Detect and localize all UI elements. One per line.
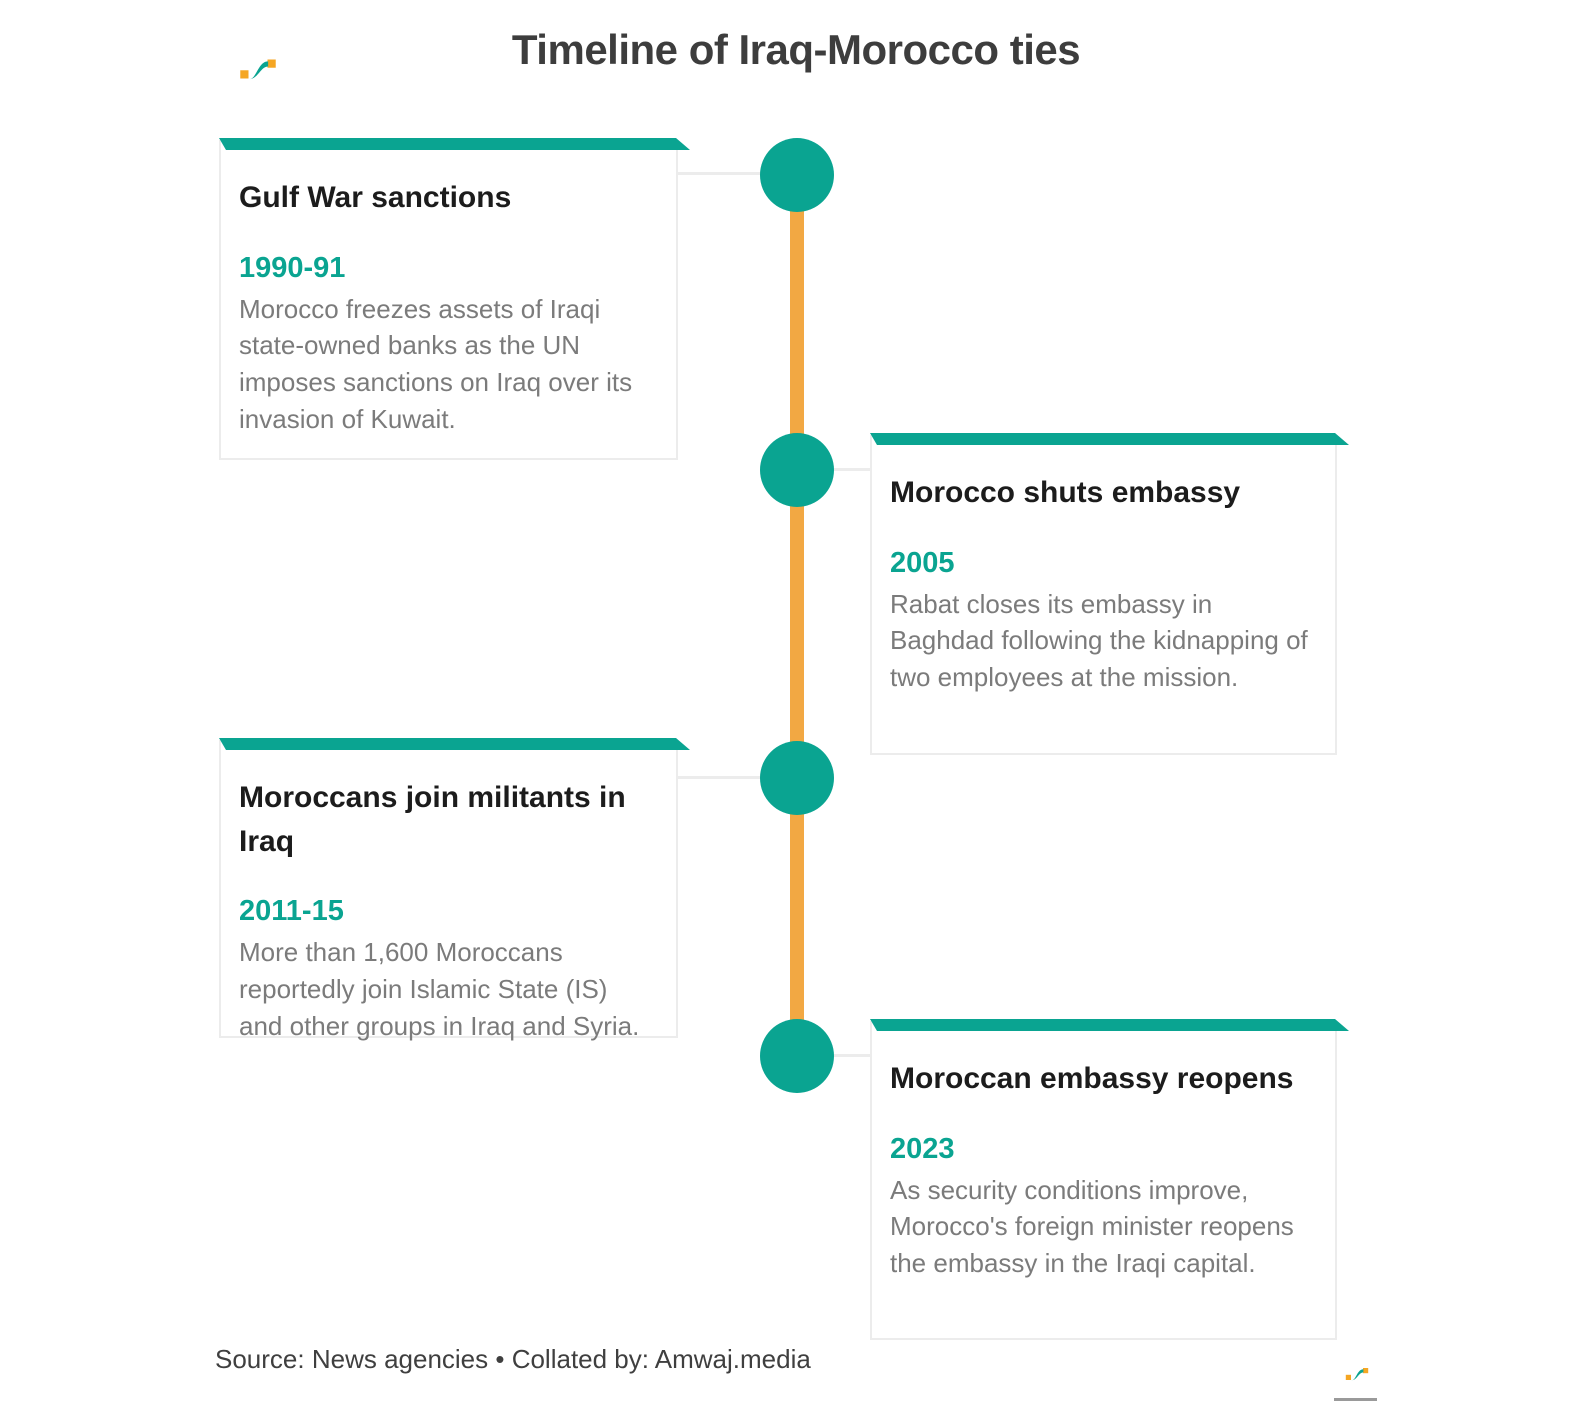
event-date: 2011-15 — [239, 895, 344, 927]
event-card-moroccans-join-militants — [219, 740, 678, 1041]
logo-teal-swoosh — [1351, 1369, 1363, 1380]
logo-orange-square-right — [1363, 1368, 1368, 1373]
event-description: Morocco freezes assets of Iraqi state-owned banks as the UN imposes sanctions on Iraq over its invasion of Kuwait. — [239, 293, 633, 435]
timeline-dot-1 — [760, 138, 834, 212]
event-card-gulf-war-sanctions — [219, 140, 678, 460]
footer-underline — [1334, 1398, 1377, 1401]
timeline-dot-2 — [760, 433, 834, 507]
timeline-dot-4 — [760, 1019, 834, 1093]
event-date: 2005 — [890, 546, 955, 579]
event-card-moroccan-embassy-reopens — [870, 1021, 1337, 1340]
source-note: Source: News agencies • Collated by: Amwaj.media — [215, 1344, 811, 1374]
card-accent-bar — [870, 433, 1349, 445]
amwaj-logo-small-icon — [1345, 1366, 1369, 1382]
timeline-dot-3 — [760, 741, 834, 815]
event-card-morocco-shuts-embassy — [870, 435, 1337, 755]
event-title: Morocco shuts embassy — [890, 476, 1241, 509]
timeline-spine — [790, 175, 804, 1056]
event-date: 1990-91 — [239, 251, 346, 284]
event-title: Moroccans join militants in Iraq — [239, 781, 626, 858]
card-accent-bar — [219, 738, 690, 750]
page-title: Timeline of Iraq-Morocco ties — [511, 26, 1081, 73]
event-description: More than 1,600 Moroccans reportedly join Islamic State (IS) and other groups in Iraq and Syria. — [239, 937, 640, 1041]
event-date: 2023 — [890, 1132, 955, 1165]
event-title: Moroccan embassy reopens — [890, 1062, 1294, 1095]
event-description: Rabat closes its embassy in Baghdad following the kidnapping of two employees at the mission. — [890, 588, 1308, 693]
event-title: Gulf War sanctions — [239, 181, 512, 214]
card-accent-bar — [870, 1019, 1349, 1031]
event-description: As security conditions improve, Morocco's foreign minister reopens the embassy in the Iraqi capital. — [890, 1174, 1294, 1279]
card-accent-bar — [219, 138, 690, 150]
logo-orange-square-left — [1346, 1375, 1351, 1380]
